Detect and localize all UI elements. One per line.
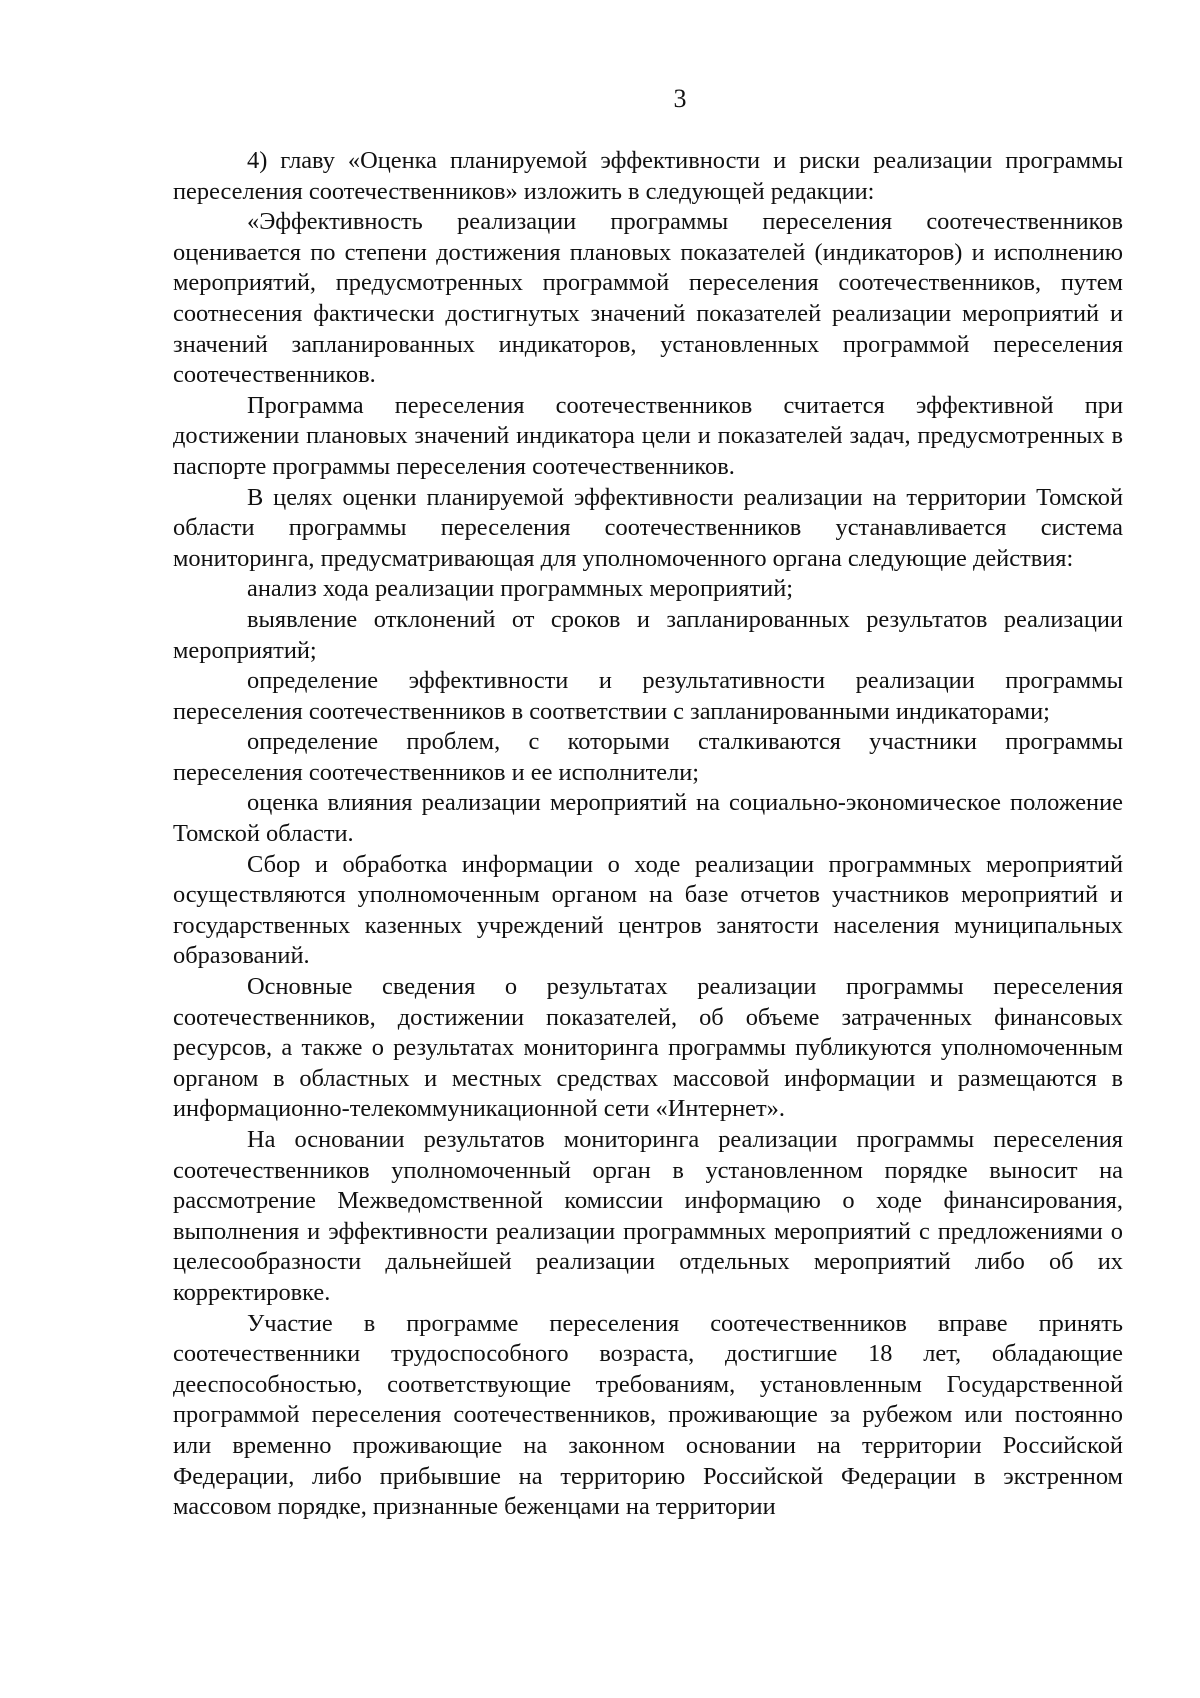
paragraph: Сбор и обработка информации о ходе реализации программных мероприятий осуществляются уполномоченным органом на базе отчетов участников мероприятий и государственных казенных учреждений центров занятости населения муниципальных образований. bbox=[173, 850, 1123, 970]
list-item: анализ хода реализации программных мероприятий; bbox=[247, 575, 794, 603]
page-number: 3 bbox=[673, 84, 687, 113]
list-item: выявление отклонений от сроков и запланированных результатов реализации мероприятий; bbox=[173, 605, 1123, 664]
list-item: оценка влияния реализации мероприятий на социально-экономическое положение Томской области. bbox=[173, 789, 1123, 848]
list-item: определение проблем, с которыми сталкиваются участники программы переселения соотечественников и ее исполнители; bbox=[173, 728, 1123, 786]
paragraph: Программа переселения соотечественников считается эффективной при достижении плановых значений индикатора цели и показателей задач, предусмотренных в паспорте программы переселения соотечественников. bbox=[173, 391, 1123, 480]
list-item: определение эффективности и результативности реализации программы переселения соотечественников в соответствии с запланированными индикаторами; bbox=[173, 667, 1123, 725]
paragraph: «Эффективность реализации программы переселения соотечественников оценивается по степени достижения плановых показателей (индикаторов) и исполнению мероприятий, предусмотренных программой переселения соотечественников, путем соотнесения фактически достигнутых значений показателей реализации мероприятий и значений запланированных индикаторов, установленных программой переселения соотечественников. bbox=[173, 208, 1123, 389]
paragraph: В целях оценки планируемой эффективности реализации на территории Томской области программы переселения соотечественников устанавливается система мониторинга, предусматривающая для уполномоченного органа следующие действия: bbox=[173, 483, 1123, 572]
paragraph: На основании результатов мониторинга реализации программы переселения соотечественников уполномоченный орган в установленном порядке выносит на рассмотрение Межведомственной комиссии информацию о ходе финансирования, выполнения и эффективности реализации программных мероприятий с предложениями о целесообразности дальнейшей реализации отдельных мероприятий либо об их корректировке. bbox=[173, 1126, 1123, 1306]
paragraph: Участие в программе переселения соотечественников вправе принять соотечественники трудоспособного возраста, достигшие 18 лет, обладающие дееспособностью, соответствующие требованиям, установленным Государственной программой переселения соотечественников, проживающие за рубежом или постоянно или временно проживающие на законном основании на территории Российской Федерации, либо прибывшие на территорию Российской Федерации в экстренном массовом порядке, признанные беженцами на территории bbox=[173, 1309, 1123, 1521]
paragraph: Основные сведения о результатах реализации программы переселения соотечественников, достижении показателей, об объеме затраченных финансовых ресурсов, а также о результатах мониторинга программы публикуются уполномоченным органом в областных и местных средствах массовой информации и размещаются в информационно-телекоммуникационной сети «Интернет». bbox=[173, 973, 1123, 1123]
document-body bbox=[173, 146, 1123, 1523]
paragraph: 4) главу «Оценка планируемой эффективности и риски реализации программы переселения соотечественников» изложить в следующей редакции: bbox=[173, 147, 1123, 205]
